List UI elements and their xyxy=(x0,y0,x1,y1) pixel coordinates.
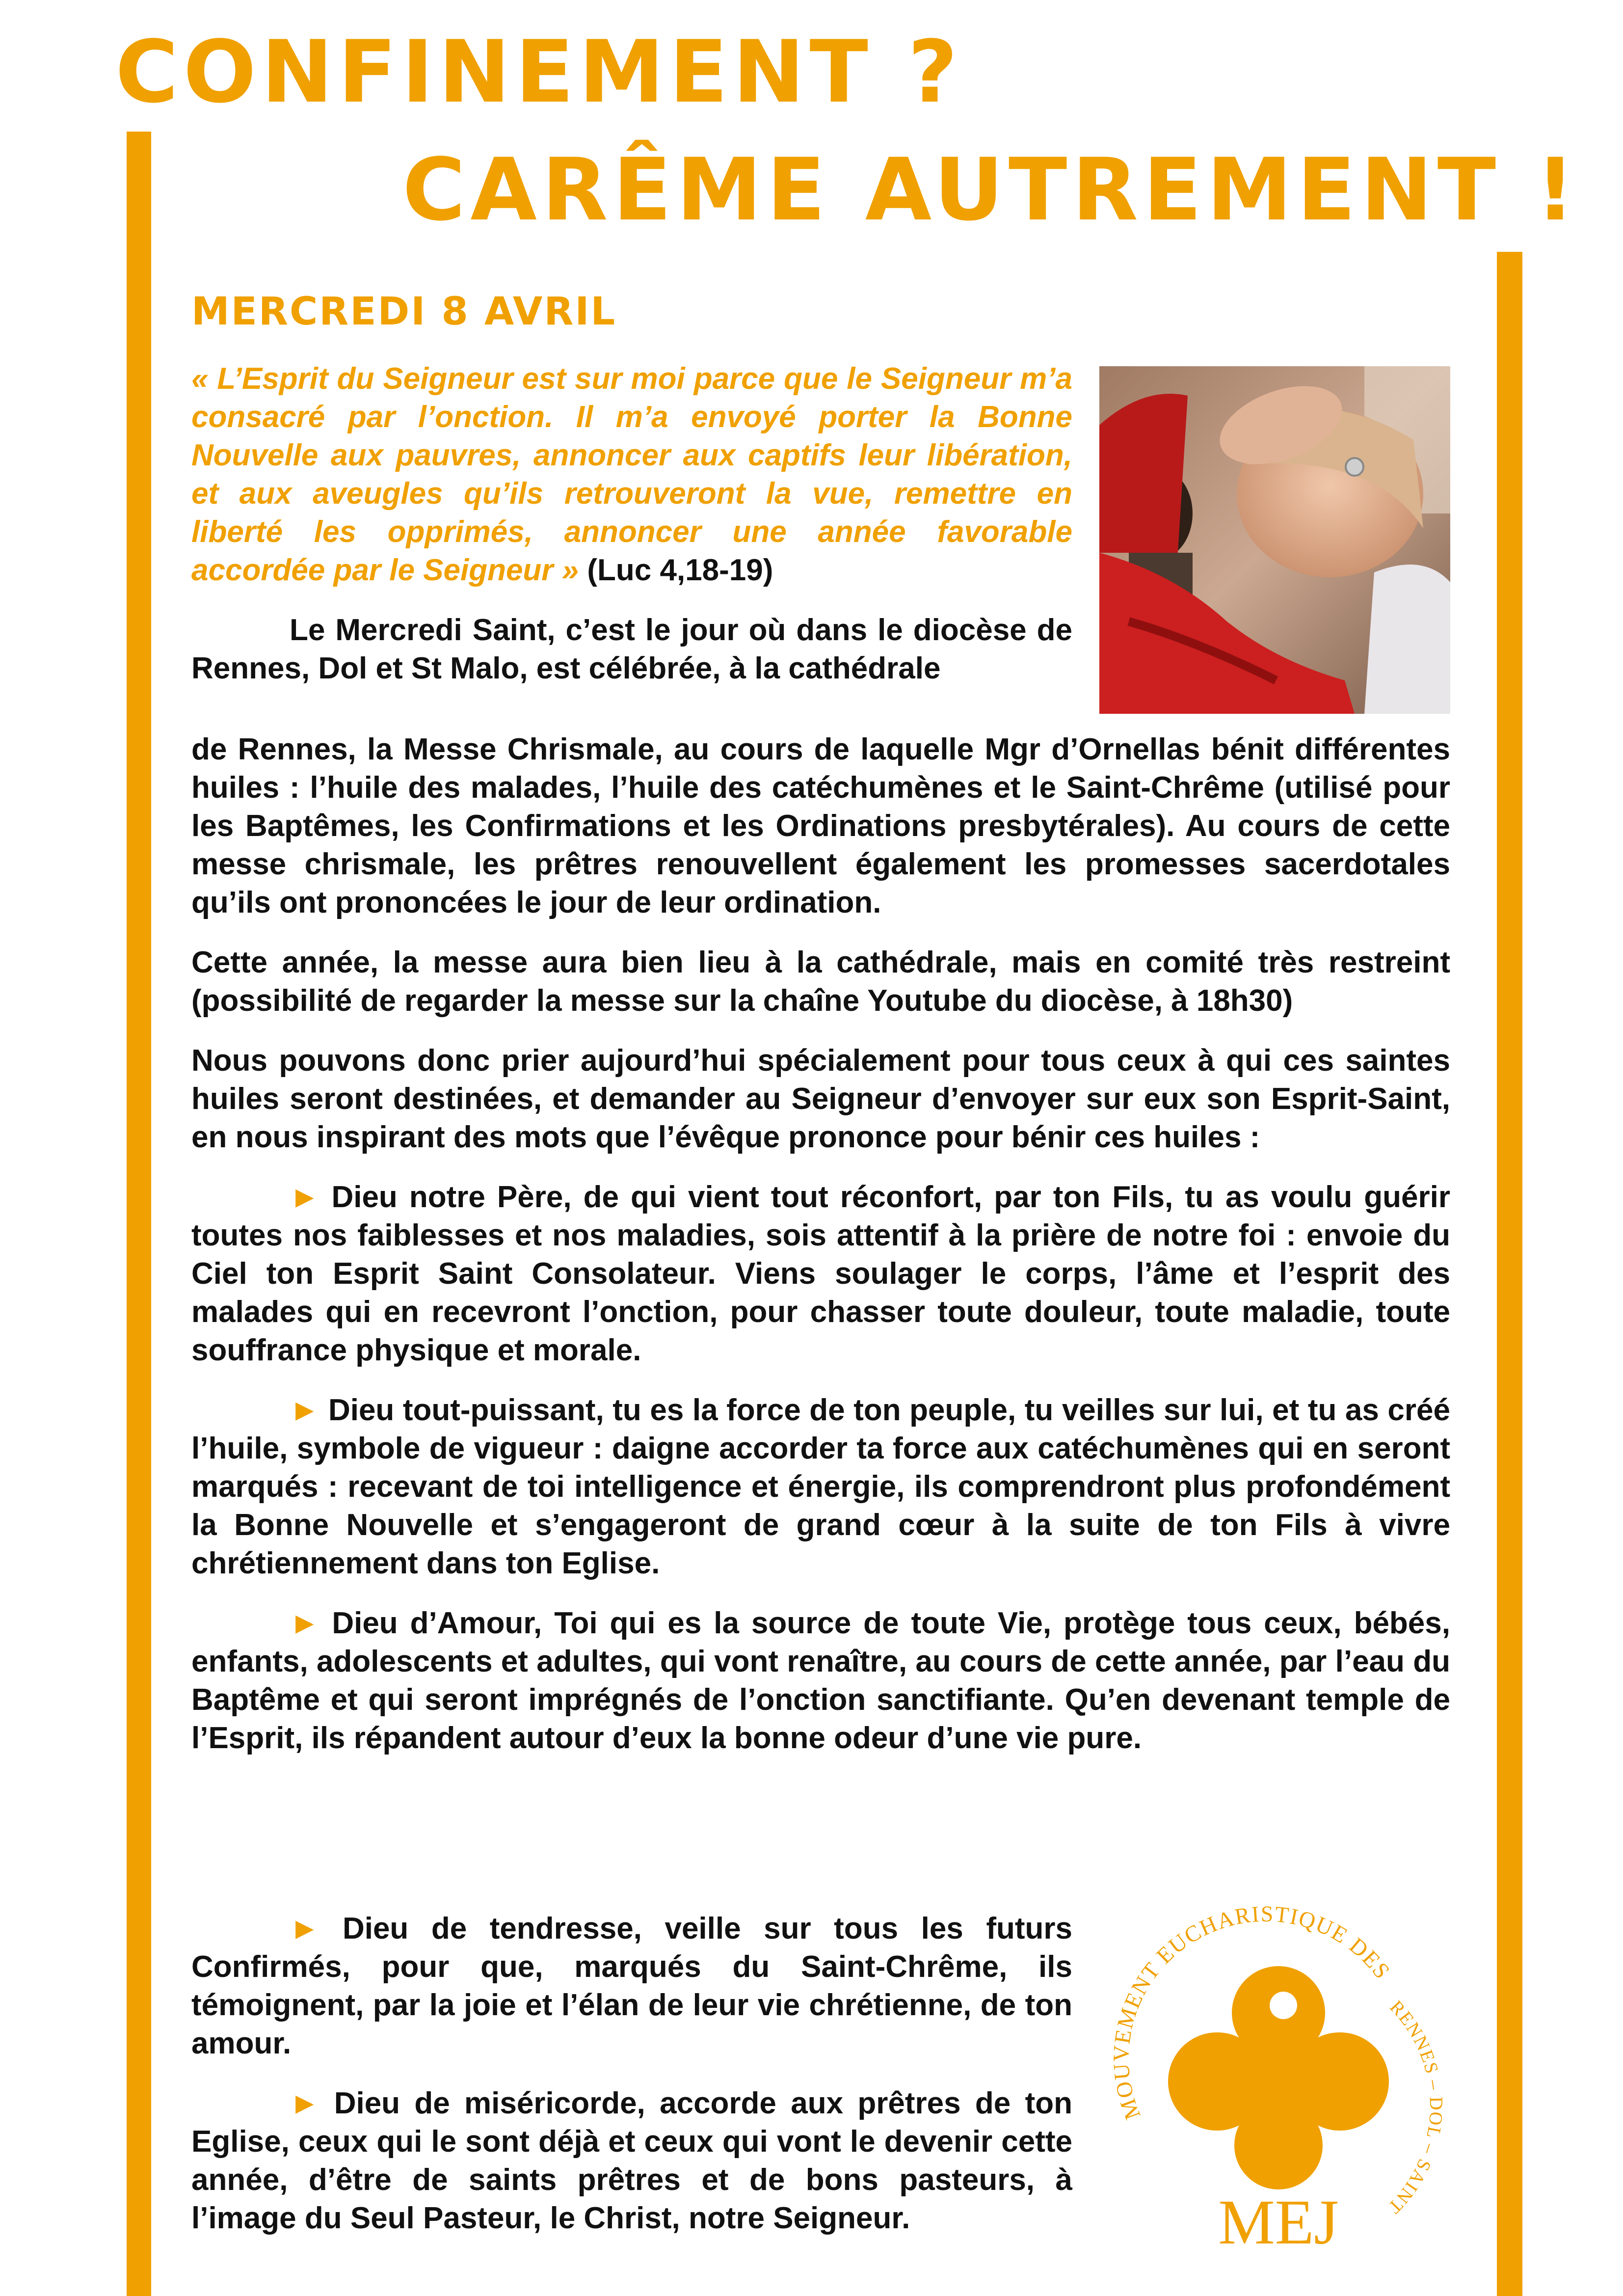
paragraph-1: Cette année, la messe aura bien lieu à la cathédrale, mais en comité très restreint (possibilité de regarder la messe sur la chaîne Youtube du diocèse, à 18h30) xyxy=(191,945,1450,1018)
bullet-arrow-icon: ► xyxy=(290,2086,320,2120)
bullet-arrow-icon: ► xyxy=(290,1912,320,1945)
bottom-text xyxy=(191,1910,1072,2259)
prayer-5 xyxy=(191,2084,1072,2238)
paragraph-2: Nous pouvons donc prier aujourd’hui spécialement pour tous ceux à qui ces saintes huiles seront destinées, et demander au Seigneur d’envoyer sur eux son Esprit-Saint, en nous inspirant des mots que l’évêque prononce pour bénir ces huiles : xyxy=(191,1044,1450,1154)
bullet-arrow-icon: ► xyxy=(290,1180,320,1214)
prayer-3 xyxy=(191,1604,1450,1757)
prayer-text: Dieu de miséricorde, accorde aux prêtres de ton Eglise, ceux qui le sont déjà et ceux qui vont le devenir cette année, d’être de saints prêtres et de bons pasteurs, à l’image du Seul Pasteur, le Christ, notre Seigneur. xyxy=(191,2086,1072,2235)
prayer-text: Dieu de tendresse, veille sur tous les futurs Confirmés, pour que, marqués du Saint-Chrême, ils témoignent, par la joie et l’élan de leur vie chrétienne, de ton amour. xyxy=(191,1912,1072,2060)
anointing-photo xyxy=(1099,366,1450,714)
left-accent-bar xyxy=(127,132,151,2296)
logo-initials: MEJ xyxy=(1218,2187,1339,2258)
logo-side-text: RENNES – DOL – SAINT xyxy=(1384,1997,1447,2217)
prayer-text: Dieu tout-puissant, tu es la force de ton peuple, tu veilles sur lui, et tu as créé l’huile, symbole de vigueur : daigne accorder ta force aux catéchumènes qui en seront marqués : recevant de toi intelligence et énergie, ils comprendront plus profondément la Bonne Nouvelle et s’engageront de grand cœur à la suite de ton Fils à vivre chrétiennement dans ton Eglise. xyxy=(191,1393,1450,1580)
prayer-2 xyxy=(191,1391,1450,1583)
prayer-4 xyxy=(191,1910,1072,2063)
date-heading: MERCREDI 8 AVRIL xyxy=(191,290,617,334)
mej-logo xyxy=(1094,1905,1458,2268)
title-line-1: CONFINEMENT ? xyxy=(115,23,963,122)
intro-part-2: de Rennes, la Messe Chrismale, au cours de laquelle Mgr d’Ornellas bénit différentes huiles : l’huile des malades, l’huile des catéchumènes et le Saint-Chrême (utilisé pour les Baptêmes, les Confirmations et les Ordinations presbytérales). Au cours de cette messe chrismale, les prêtres renouvellent également les promesses sacerdotales qu’ils ont prononcées le jour de leur ordination. xyxy=(191,732,1450,919)
main-text xyxy=(191,730,1450,1779)
bullet-arrow-icon: ► xyxy=(290,1393,320,1427)
intro-part-1: Le Mercredi Saint, c’est le jour où dans le diocèse de Rennes, Dol et St Malo, est célébrée, à la cathédrale xyxy=(191,613,1072,685)
scripture-quote xyxy=(191,360,1072,590)
right-accent-bar xyxy=(1497,252,1522,2296)
quote-text: « L’Esprit du Seigneur est sur moi parce que le Seigneur m’a consacré par l’onction. Il m’a envoyé porter la Bonne Nouvelle aux pauvres, annoncer aux captifs leur libération, et aux aveugles qu’ils retrouveront la vue, remettre en liberté les opprimés, annoncer une année favorable accordée par le Seigneur » xyxy=(191,362,1072,587)
bullet-arrow-icon: ► xyxy=(290,1606,320,1640)
title-line-2: CARÊME AUTREMENT ! xyxy=(402,140,1580,240)
prayer-text: Dieu notre Père, de qui vient tout réconfort, par ton Fils, tu as voulu guérir toutes nos faiblesses et nos maladies, sois attentif à la prière de notre foi : envoie du Ciel ton Esprit Saint Consolateur. Viens soulager le corps, l’âme et l’esprit des malades qui en recevront l’onction, pour chasser toute douleur, toute maladie, toute souffrance physique et morale. xyxy=(191,1180,1450,1367)
quote-reference: (Luc 4,18-19) xyxy=(587,553,773,587)
prayer-1 xyxy=(191,1178,1450,1370)
quote-block xyxy=(191,360,1072,709)
logo-arc-text: MOUVEMENT EUCHARISTIQUE DES xyxy=(1108,1905,1396,2123)
prayer-text: Dieu d’Amour, Toi qui es la source de toute Vie, protège tous ceux, bébés, enfants, adolescents et adultes, qui vont renaître, au cours de cette année, par l’eau du Baptême et qui seront imprégnés de l’onction sanctifiante. Qu’en devenant temple de l’Esprit, ils répandent autour d’eux la bonne odeur d’une vie pure. xyxy=(191,1606,1450,1755)
